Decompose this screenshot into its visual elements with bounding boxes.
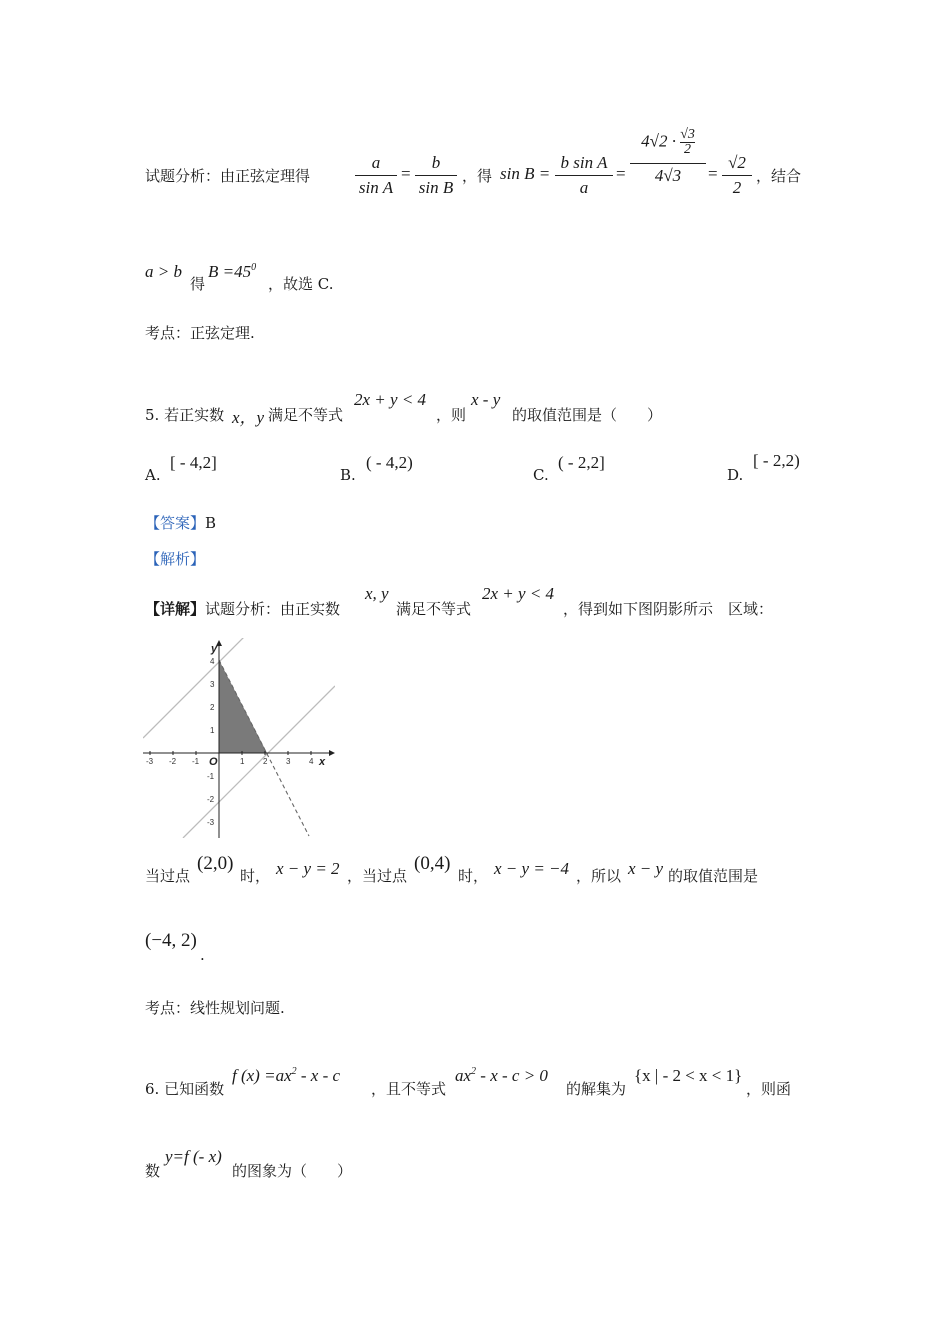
option-a-label: A. [145, 466, 161, 484]
expr-x-minus-y: x − y [628, 859, 664, 878]
option-c-label: C. [533, 466, 549, 484]
option-b-label: B. [340, 466, 356, 484]
kaodian-2: 考点：线性规划问题. [145, 999, 285, 1017]
x-tick-label: 2 [263, 757, 268, 766]
y-tick-label: -3 [207, 818, 215, 827]
option-d-label: D. [727, 466, 744, 484]
x-tick-label: 3 [286, 757, 291, 766]
text: ，结合 [756, 167, 802, 185]
p3-text: 时， [240, 867, 271, 885]
equals: = [616, 164, 626, 183]
range-result: (−4, 2) [145, 930, 197, 951]
q6-text: ，且不等式 [371, 1080, 447, 1098]
sinB-label: sin B = [500, 164, 551, 183]
text: ，得 [462, 167, 493, 185]
q5-text: 5. 若正实数 [145, 406, 225, 424]
q6-text: 的解集为 [566, 1080, 627, 1098]
x-tick-label: -1 [192, 757, 200, 766]
fraction-b-over-sinB: b sin B [415, 153, 457, 198]
point-2-0: (2,0) [197, 853, 234, 874]
x-tick-label: -3 [146, 757, 154, 766]
q6-text: 数 [145, 1162, 161, 1180]
fraction-root2-over-2: √2 2 [722, 153, 752, 198]
q5-text: 满足不等式 [268, 406, 344, 424]
x-tick-label: 1 [240, 757, 245, 766]
option-d-value: [ - 2,2) [753, 451, 800, 470]
feasible-region-graph [143, 638, 335, 838]
q6-text: ，则函 [746, 1080, 792, 1098]
condition-a-gt-b: a > b [145, 262, 182, 281]
detail-inequality: 2x + y < 4 [482, 584, 555, 603]
period: . [200, 946, 205, 964]
q5-text: 的取值范围是（ ） [512, 406, 663, 424]
equals: = [401, 164, 411, 183]
y-axis-label: y [211, 643, 218, 655]
detail-text: ，得到如下图阴影所示 区域： [563, 600, 774, 618]
fraction-a-over-sinA: a sin A [355, 153, 397, 198]
detail-text: 满足不等式 [396, 600, 472, 618]
option-c-value: ( - 2,2] [558, 453, 605, 472]
q5-inequality: 2x + y < 4 [354, 390, 427, 409]
q6-inequality: $ax^2 - x - c > 0$ [455, 1066, 548, 1085]
q6-text: 6. 已知函数 [145, 1080, 225, 1098]
result-B: $B =45^0$ [208, 262, 257, 281]
x-tick-label: 4 [309, 757, 314, 766]
detail-vars: x, y [365, 584, 389, 603]
detail-line: 【详解】试题分析：由正实数 [145, 600, 341, 618]
y-tick-label: 2 [210, 703, 215, 712]
origin-label: O [209, 756, 218, 768]
analysis-text-1: 试题分析：由正弦定理得 [145, 167, 311, 185]
fraction-bsinA-over-a: b sin A a [555, 153, 613, 198]
analysis-tag: 【解析】 [145, 550, 206, 568]
q6-text: 的图象为（ ） [232, 1162, 353, 1180]
x-axis-label: x [319, 756, 326, 768]
y-tick-label: 3 [210, 680, 215, 689]
y-tick-label: 4 [210, 657, 215, 666]
fraction-complex: 4√2 · $\frac{√3}{2}$ 4√3 [630, 128, 706, 186]
point-0-4: (0,4) [414, 853, 451, 874]
equals: = [708, 164, 718, 183]
option-b-value: ( - 4,2) [366, 453, 413, 472]
text: ，故选 C. [268, 275, 334, 293]
option-a-value: [ - 4,2] [170, 453, 217, 472]
q5-text: ，则 [436, 406, 467, 424]
x-axis-arrow [329, 750, 335, 756]
y-tick-label: -2 [207, 795, 215, 804]
kaodian-1: 考点：正弦定理. [145, 324, 255, 342]
text: 得 [190, 275, 206, 293]
p3-text: 的取值范围是 [668, 867, 759, 885]
p3-text: 当过点 [145, 867, 191, 885]
p3-text: ，当过点 [347, 867, 408, 885]
answer-line: 【答案】B [145, 514, 217, 532]
eq-x-minus-y-2: x − y = 2 [276, 859, 340, 878]
x-tick-label: -2 [169, 757, 177, 766]
q6-function: f $(x) =ax^2 - x - c$ [232, 1066, 341, 1085]
y-tick-label: -1 [207, 772, 215, 781]
eq-x-minus-y-neg4: x − y = −4 [494, 859, 570, 878]
q6-solution-set: {x | - 2 < x < 1} [634, 1066, 743, 1085]
q5-expr: x - y [471, 390, 501, 409]
p3-text: ，所以 [576, 867, 622, 885]
q6-expr: y=f (- x) [165, 1147, 222, 1166]
p3-text: 时， [458, 867, 489, 885]
q5-vars: x，y [232, 408, 265, 427]
y-tick-label: 1 [210, 726, 215, 735]
